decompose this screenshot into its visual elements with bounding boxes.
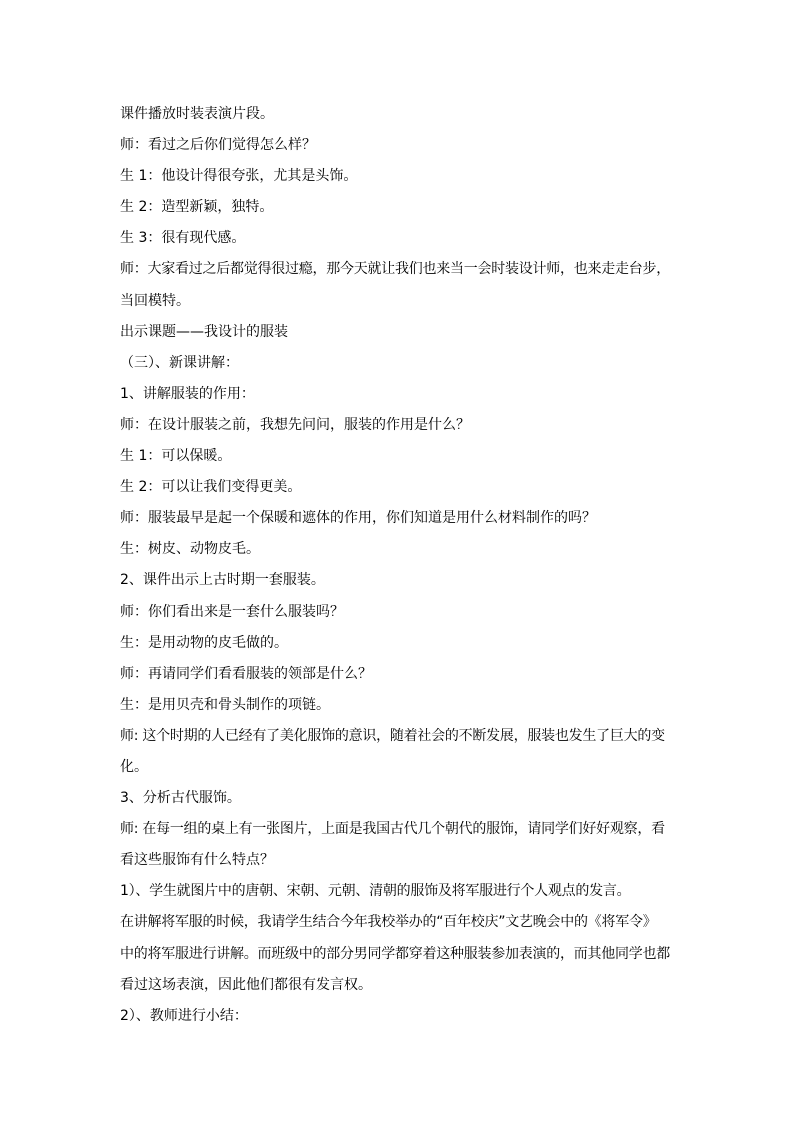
- text-line: 1、讲解服装的作用：: [120, 385, 255, 402]
- text-line: 看过这场表演，因此他们都很有发言权。: [120, 976, 372, 993]
- text-line: 2）、教师进行小结：: [120, 1007, 248, 1024]
- text-line: 生 1：可以保暖。: [120, 448, 232, 465]
- text-line: 师：你们看出来是一套什么服装吗？: [120, 603, 344, 620]
- document-body: [120, 101, 690, 1034]
- text-line: 生：树皮、动物皮毛。: [120, 541, 260, 558]
- text-line: 出示课题——我设计的服装: [120, 323, 288, 340]
- text-line: 当回模特。: [120, 292, 190, 309]
- text-line: （三）、新课讲解：: [120, 354, 239, 371]
- text-line: 看这些服饰有什么特点？: [120, 852, 274, 869]
- text-line: 师：在设计服装之前，我想先问问，服装的作用是什么？: [120, 416, 470, 433]
- text-line: 1）、学生就图片中的唐朝、宋朝、元朝、清朝的服饰及将军服进行个人观点的发言。: [120, 883, 631, 900]
- text-line: 师：再请同学们看看服装的领部是什么？: [120, 665, 372, 682]
- text-line: 3、分析古代服饰。: [120, 790, 241, 807]
- text-line: 生：是用贝壳和骨头制作的项链。: [120, 696, 330, 713]
- text-line: 生 1：他设计得很夸张，尤其是头饰。: [120, 168, 358, 185]
- text-line: 师：服装最早是起一个保暖和遮体的作用，你们知道是用什么材料制作的吗？: [120, 510, 596, 527]
- text-line: 师: 这个时期的人已经有了美化服饰的意识，随着社会的不断发展，服装也发生了巨大的变: [120, 727, 665, 744]
- text-line: 化。: [120, 758, 148, 775]
- text-line: 中的将军服进行讲解。而班级中的部分男同学都穿着这种服装参加表演的，而其他同学也都: [120, 945, 670, 962]
- text-line: 课件播放时装表演片段。: [120, 106, 274, 122]
- text-line: 生 2：造型新颖，独特。: [120, 199, 274, 216]
- text-line: 在讲解将军服的时候，我请学生结合今年我校举办的“百年校庆”文艺晚会中的《将军令》: [120, 914, 657, 931]
- text-line: 生 3：很有现代感。: [120, 230, 246, 247]
- text-line: 生：是用动物的皮毛做的。: [120, 634, 288, 651]
- text-line: 师：大家看过之后都觉得很过瘾，那今天就让我们也来当一会时装设计师，也来走走台步，: [120, 261, 670, 278]
- text-line: 师：看过之后你们觉得怎么样？: [120, 137, 316, 154]
- text-line: 2、课件出示上古时期一套服装。: [120, 572, 325, 589]
- text-line: 生 2：可以让我们变得更美。: [120, 479, 302, 496]
- text-line: 师: 在每一组的桌上有一张图片，上面是我国古代几个朝代的服饰，请同学们好好观察，看: [120, 821, 665, 838]
